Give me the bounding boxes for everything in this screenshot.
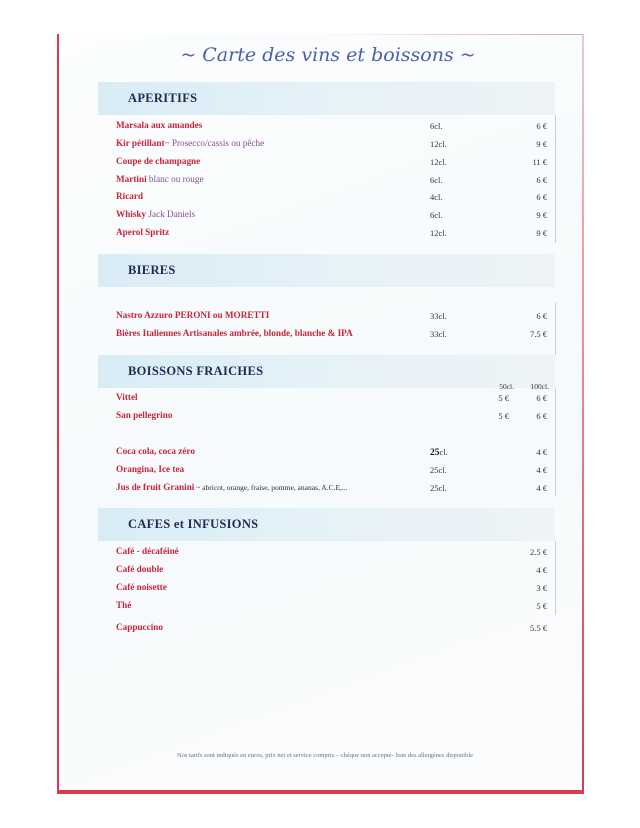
item-price: 4 € (536, 565, 547, 575)
item-name: Nastro Azzuro PERONI ou MORETTI (116, 310, 270, 320)
item-price: 6 € (536, 311, 547, 321)
item-quantity: 6cl. (430, 121, 443, 131)
column-header-50cl: 50cl. (499, 382, 514, 391)
item-price: 3 € (536, 583, 547, 593)
item-name: Marsala aux amandes (116, 120, 203, 130)
item-name: Coupe de champagne (116, 156, 201, 166)
item-name: Whisky Jack Daniels (116, 209, 196, 219)
item-name: Ricard (116, 191, 144, 201)
item-name: Café - décaféiné (116, 546, 179, 556)
item-name: Coca cola, coca zéro (116, 446, 195, 456)
list-item (0, 564, 640, 578)
item-quantity: 25cl. (430, 447, 448, 458)
section-title: CAFES et INFUSIONS (128, 517, 259, 531)
list-item (0, 227, 640, 241)
item-description: ~ Prosecco/cassis ou pêche (164, 138, 265, 148)
item-price: 6 € (536, 175, 547, 185)
item-name: Bières Italiennes Artisanales ambrée, blonde, blanche & IPA (116, 328, 353, 338)
item-price: 11 € (532, 157, 547, 167)
list-item (0, 482, 640, 496)
list-item (0, 622, 640, 636)
column-header-100cl: 100cl. (530, 382, 549, 391)
item-price-100cl: 6 € (536, 393, 547, 403)
footer-note: Nos tarifs sont indiqués en euros, prix net et service compris – chèque non accepté- liste des allergènes disponible (176, 752, 474, 759)
item-price: 2.5 € (530, 547, 547, 557)
item-name: Martini blanc ou rouge (116, 174, 204, 184)
item-price-100cl: 6 € (536, 411, 547, 421)
section-title: BOISSONS FRAICHES (128, 364, 264, 378)
item-name: Thé (116, 600, 132, 610)
item-quantity: 4cl. (430, 192, 443, 202)
item-name: Café noisette (116, 582, 167, 592)
item-price-50cl: 5 € (498, 393, 509, 403)
item-quantity: 12cl. (430, 139, 447, 149)
item-name: Kir pétillant~ Prosecco/cassis ou pêche (116, 138, 265, 148)
list-item (0, 582, 640, 596)
list-item (0, 209, 640, 223)
list-item (0, 464, 640, 478)
item-description: ~ abricot, orange, fraise, pomme, ananas, A.C.E,... (194, 483, 348, 492)
item-quantity: 6cl. (430, 210, 443, 220)
list-item (0, 174, 640, 188)
item-price: 4 € (536, 465, 547, 475)
item-quantity: 25cl. (430, 465, 447, 475)
item-name: Jus de fruit Granini ~ abricot, orange, fraise, pomme, ananas, A.C.E,... (116, 482, 348, 492)
section-header-aperitifs (98, 82, 555, 115)
item-quantity: 12cl. (430, 228, 447, 238)
list-item (0, 138, 640, 152)
item-price-50cl: 5 € (498, 411, 509, 421)
item-quantity: 6cl. (430, 175, 443, 185)
item-price: 9 € (536, 228, 547, 238)
section-header-boissons-fraiches (98, 355, 555, 388)
item-description: blanc ou rouge (146, 174, 204, 184)
list-item (0, 120, 640, 134)
section-header-bieres (98, 254, 555, 287)
item-price: 6 € (536, 121, 547, 131)
list-item (0, 546, 640, 560)
item-name: Aperol Spritz (116, 227, 170, 237)
section-header-cafes (98, 508, 555, 541)
section-title: APERITIFS (128, 91, 198, 105)
list-item (0, 156, 640, 170)
item-name: Cappuccino (116, 622, 163, 632)
list-item (0, 328, 640, 342)
item-price: 4 € (536, 483, 547, 493)
list-item (0, 410, 640, 424)
item-quantity: 25cl. (430, 483, 447, 493)
item-quantity: 12cl. (430, 157, 447, 167)
list-item (0, 310, 640, 324)
item-name: Café double (116, 564, 164, 574)
list-item (0, 191, 640, 205)
item-price: 5.5 € (530, 623, 547, 633)
item-price: 6 € (536, 192, 547, 202)
list-item (0, 600, 640, 614)
item-name: San pellegrino (116, 410, 173, 420)
item-price: 9 € (536, 139, 547, 149)
top-border-line (320, 34, 584, 35)
item-quantity: 33cl. (430, 311, 447, 321)
section-title: BIERES (128, 263, 176, 277)
item-name: Vittel (116, 392, 138, 402)
list-item (0, 446, 640, 460)
menu-title: ~ Carte des vins et boissons ~ (180, 44, 476, 66)
item-price: 9 € (536, 210, 547, 220)
item-price: 7.5 € (530, 329, 547, 339)
list-item (0, 392, 640, 406)
item-name: Orangina, Ice tea (116, 464, 185, 474)
item-price: 4 € (536, 447, 547, 457)
item-description: Jack Daniels (146, 209, 196, 219)
item-price: 5 € (536, 601, 547, 611)
item-quantity: 33cl. (430, 329, 447, 339)
